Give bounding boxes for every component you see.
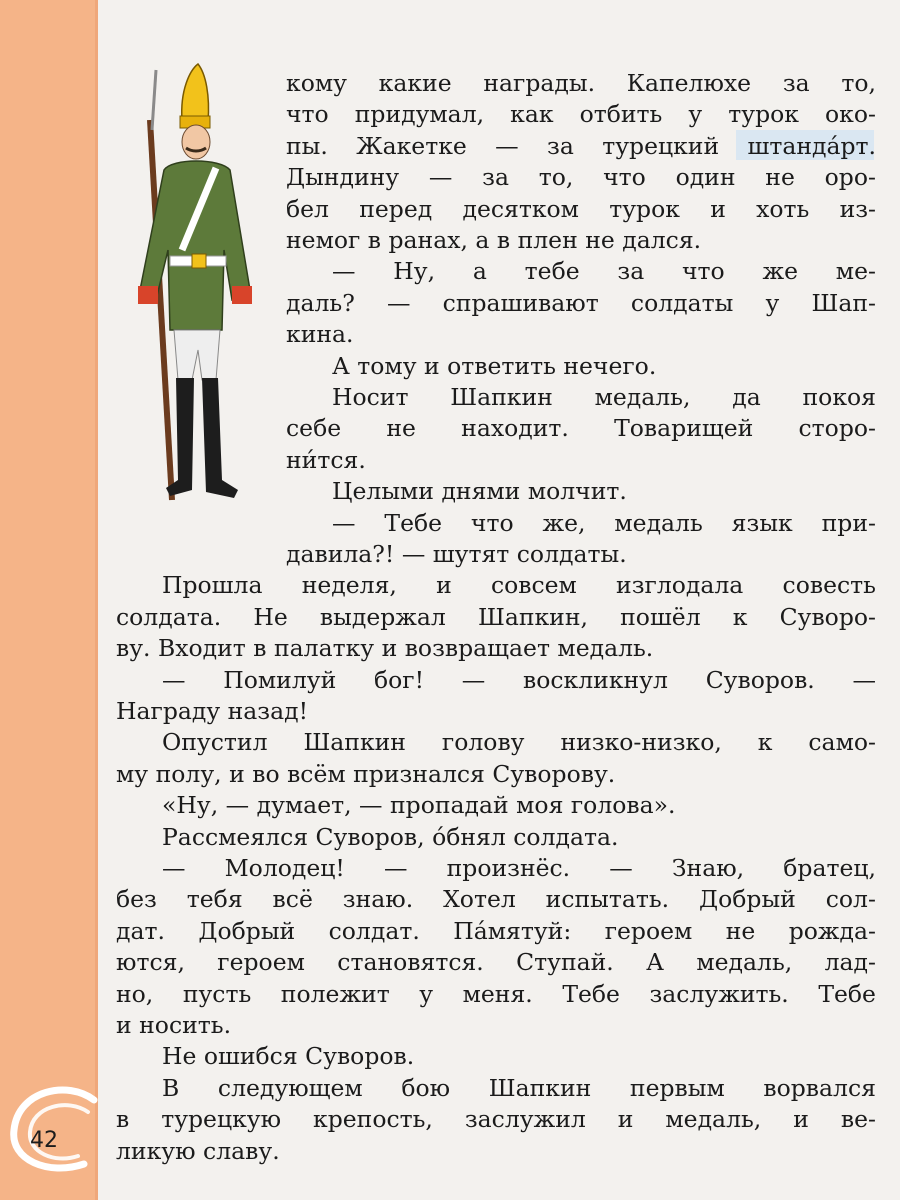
text-line: Прошла неделя, и совсем изглодала совесть	[162, 571, 876, 600]
text-line: ни́тся.	[286, 445, 366, 474]
text-line: пы. Жакетке — за турецкий штанда́рт.	[286, 131, 876, 160]
text-line: что придумал, как отбить у турок око-	[286, 100, 876, 129]
text-line: и носить.	[116, 1011, 232, 1039]
text-line: но, пусть полежит у меня. Тебе заслужить. Тебе	[116, 979, 876, 1008]
text-line: кина.	[286, 320, 354, 349]
text-line: Опустил Шапкин голову низко-низко, к само-	[162, 728, 876, 757]
text-line: Рассмеялся Суворов, о́бнял солдата.	[162, 822, 619, 851]
text-line: давила?! — шутят солдаты.	[286, 540, 627, 568]
text-line: «Ну, — думает, — пропадай моя голова».	[162, 791, 676, 820]
text-line: ются, героем становятся. Ступай. А медаль, лад-	[116, 948, 876, 977]
text-line: себе не находит. Товарищей сторо-	[286, 414, 876, 443]
text-line: Носит Шапкин медаль, да покоя	[332, 383, 876, 411]
text-line: бел перед десятком турок и хоть из-	[286, 194, 876, 223]
text-line: А тому и ответить нечего.	[332, 351, 657, 380]
text-line: В следующем бою Шапкин первым ворвался	[162, 1073, 876, 1102]
text-line: в турецкую крепость, заслужил и медаль, и ве-	[116, 1105, 876, 1134]
text-line: — Тебе что же, медаль язык при-	[332, 508, 876, 537]
text-line: Не ошибся Суворов.	[162, 1042, 415, 1071]
page-margin-strip	[0, 0, 98, 1200]
page-number: 42	[30, 1128, 58, 1153]
text-line: немог в ранах, а в плен не дался.	[286, 226, 702, 254]
text-line: кому какие награды. Капелюхе за то,	[286, 69, 876, 97]
text-line: дат. Добрый солдат. Па́мятуй: героем не рожда-	[116, 916, 876, 945]
text-line: — Ну, а тебе за что же ме-	[332, 257, 876, 286]
text-line: ву. Входит в палатку и возвращает медаль.	[116, 634, 654, 663]
text-line: — Молодец! — произнёс. — Знаю, братец,	[162, 854, 876, 882]
text-line: даль? — спрашивают солдаты у Шап-	[286, 288, 876, 317]
text-line: без тебя всё знаю. Хотел испытать. Добрый сол-	[116, 885, 876, 914]
text-line: Целыми днями молчит.	[332, 477, 627, 506]
text-line: Награду назад!	[116, 697, 309, 725]
text-line: — Помилуй бог! — воскликнул Суворов. —	[162, 665, 876, 694]
text-line: Дындину — за то, что один не оро-	[286, 163, 876, 192]
text-line: солдата. Не выдержал Шапкин, пошёл к Суворо-	[116, 602, 876, 631]
soldier-illustration	[112, 60, 282, 510]
text-line: ликую славу.	[116, 1136, 280, 1165]
page-swirl-ornament	[8, 1080, 100, 1172]
text-line: му полу, и во всём признался Суворову.	[116, 759, 616, 788]
